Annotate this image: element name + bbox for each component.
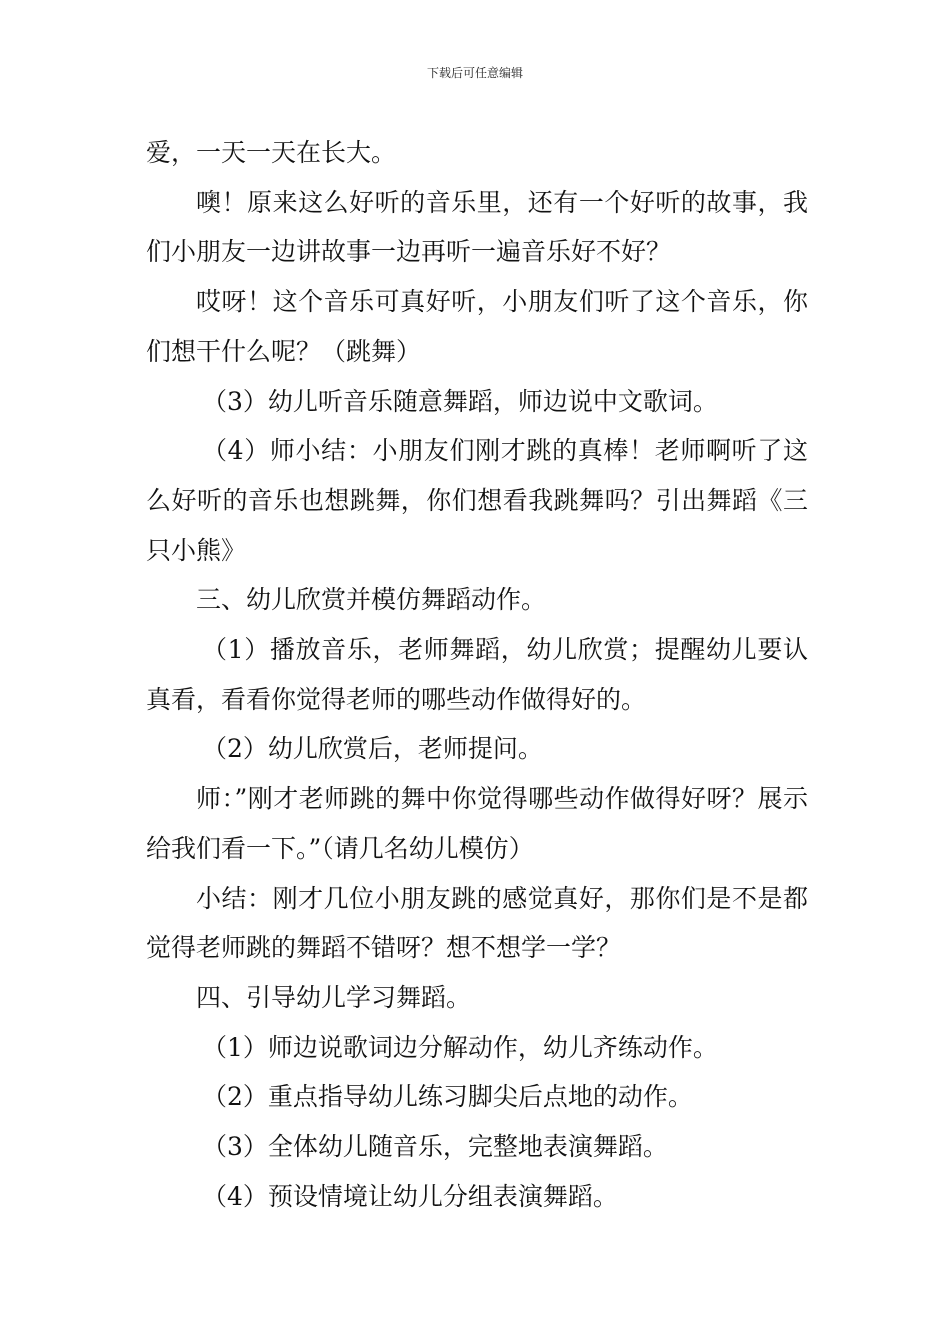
- section-heading: 四、引导幼儿学习舞蹈。: [196, 982, 472, 1012]
- paragraph-numbered: （2）重点指导幼儿练习脚尖后点地的动作。: [202, 1082, 693, 1112]
- document-body: [146, 128, 808, 1221]
- paragraph-numbered: （4）师小结：小朋友们刚才跳的真棒！老师啊听了这么好听的音乐也想跳舞，你们想看我跳舞吗？引出舞蹈《三只小熊》: [146, 436, 808, 565]
- paragraph: 师：”刚才老师跳的舞中你觉得哪些动作做得好呀？展示给我们看一下。”（请几名幼儿模仿）: [146, 784, 808, 863]
- page-header: 下载后可任意编辑: [426, 66, 523, 80]
- paragraph: 小结：刚才几位小朋友跳的感觉真好，那你们是不是都觉得老师跳的舞蹈不错呀？想不想学一学？: [146, 883, 808, 963]
- section-heading: 三、幼儿欣赏并模仿舞蹈动作。: [196, 585, 547, 615]
- paragraph: 噢！原来这么好听的音乐里，还有一个好听的故事，我们小朋友一边讲故事一边再听一遍音乐好不好？: [146, 187, 808, 267]
- paragraph-continuation: 爱，一天一天在长大。: [146, 138, 397, 167]
- paragraph-numbered: （4）预设情境让幼儿分组表演舞蹈。: [202, 1181, 618, 1211]
- paragraph-numbered: （1）师边说歌词边分解动作，幼儿齐练动作。: [202, 1032, 718, 1062]
- paragraph-numbered: （3）全体幼儿随音乐，完整地表演舞蹈。: [202, 1132, 668, 1162]
- paragraph-numbered: （1）播放音乐，老师舞蹈，幼儿欣赏；提醒幼儿要认真看，看看你觉得老师的哪些动作做得好的。: [146, 635, 808, 714]
- paragraph: 哎呀！这个音乐可真好听，小朋友们听了这个音乐，你们想干什么呢？（跳舞）: [146, 287, 808, 366]
- paragraph-numbered: （3）幼儿听音乐随意舞蹈，师边说中文歌词。: [202, 386, 718, 416]
- paragraph-numbered: （2）幼儿欣赏后，老师提问。: [202, 734, 543, 764]
